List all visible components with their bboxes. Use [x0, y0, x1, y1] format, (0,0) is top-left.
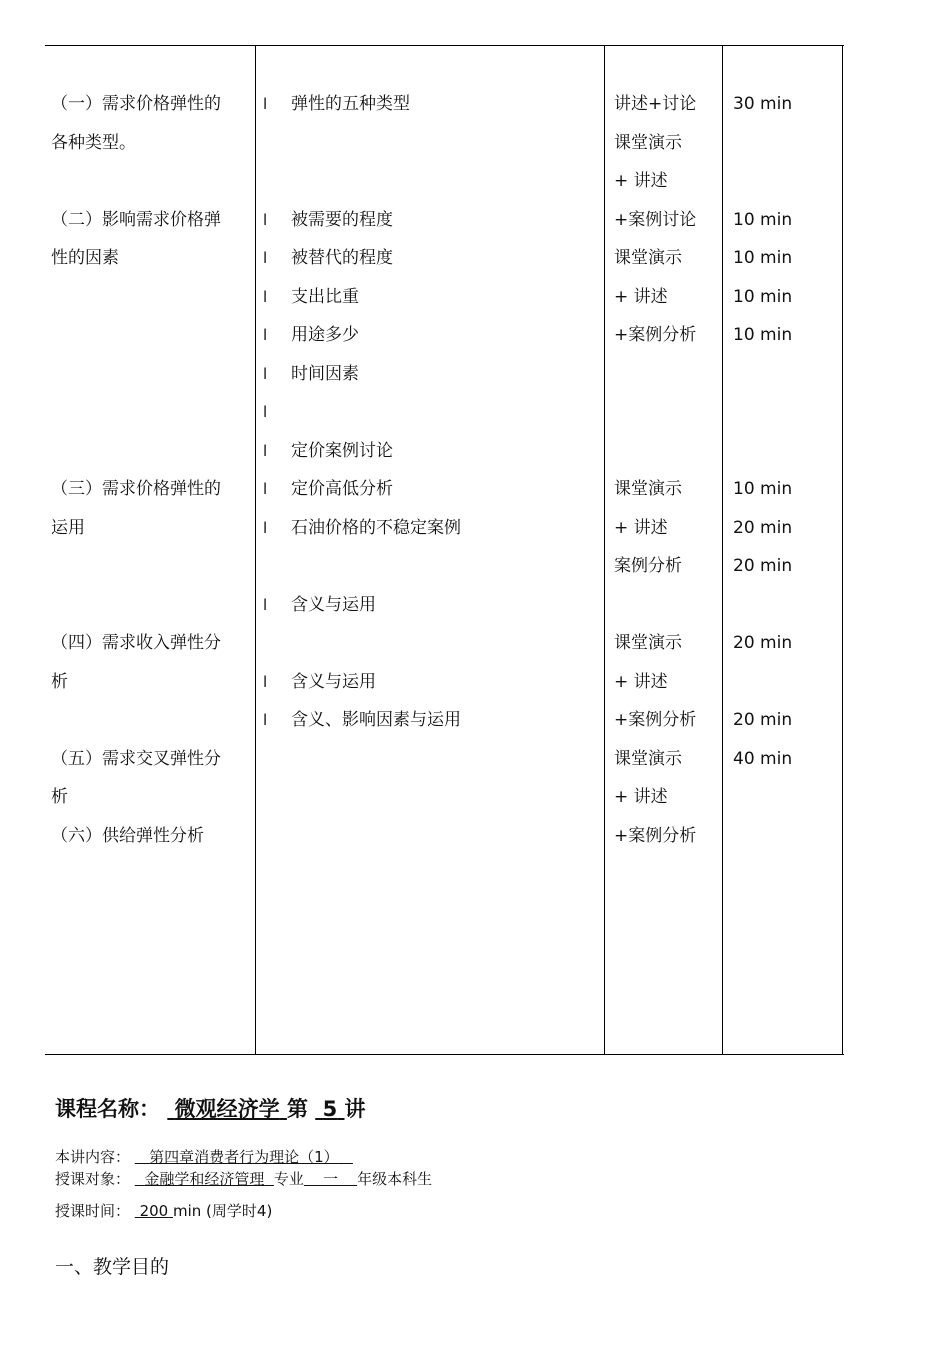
duration-line — [733, 663, 792, 702]
lecture-suffix: 讲 — [344, 1097, 366, 1121]
point-row — [263, 663, 461, 702]
duration-line: 20 min — [733, 710, 793, 730]
method-line — [614, 355, 696, 394]
duration-line — [733, 124, 792, 163]
duration-line — [733, 162, 792, 201]
column-divider — [722, 46, 723, 1054]
syllabus-table — [45, 45, 844, 1055]
method-line — [614, 393, 696, 432]
method-line: 课堂演示 — [614, 633, 682, 653]
time-unit: min (周学时4) — [173, 1202, 273, 1220]
points-column — [263, 85, 461, 740]
bullet-icon: l — [263, 364, 268, 383]
point-row — [263, 239, 461, 278]
bullet-icon: l — [263, 595, 268, 614]
point-row — [263, 162, 461, 201]
method-line: +案例分析 — [614, 825, 697, 846]
audience-year-suffix: 年级本科生 — [357, 1170, 433, 1188]
point-text: 支出比重 — [291, 286, 359, 307]
topic-line — [51, 547, 221, 586]
method-line: 课堂演示 — [614, 132, 682, 153]
topic-line: 析 — [51, 671, 68, 692]
topic-line: （六）供给弹性分析 — [51, 825, 204, 846]
duration-line: 30 min — [733, 94, 793, 114]
method-line: +案例分析 — [614, 710, 697, 730]
point-text: 弹性的五种类型 — [291, 94, 410, 114]
topic-line: 运用 — [51, 517, 85, 538]
point-text: 定价高低分析 — [291, 479, 393, 499]
point-row — [263, 393, 461, 432]
point-text: 含义与运用 — [291, 594, 376, 615]
point-row — [263, 355, 461, 394]
bullet-icon: l — [263, 287, 268, 306]
duration-line — [733, 393, 792, 432]
duration-line: 10 min — [733, 248, 793, 268]
topic-line — [51, 316, 221, 355]
duration-line: 20 min — [733, 633, 793, 653]
point-row — [263, 509, 461, 548]
method-line: 课堂演示 — [614, 248, 682, 268]
topic-line: （三）需求价格弹性的 — [51, 479, 221, 499]
method-line: + 讲述 — [614, 671, 668, 692]
bullet-icon: l — [263, 480, 268, 498]
methods-column — [614, 85, 696, 855]
time-value-underlined — [135, 1202, 173, 1220]
lecture-number-underlined — [315, 1097, 344, 1121]
point-row — [263, 624, 461, 663]
topic-line — [51, 162, 221, 201]
topic-line: （五）需求交叉弹性分 — [51, 748, 221, 769]
audience-major: 金融学和经济管理 — [144, 1170, 265, 1188]
topic-line: （四）需求收入弹性分 — [51, 633, 221, 653]
audience-label: 授课对象： — [55, 1170, 131, 1188]
point-row — [263, 124, 461, 163]
duration-line: 20 min — [733, 556, 793, 576]
point-row — [263, 316, 461, 355]
method-line: + 讲述 — [614, 171, 668, 191]
time-label: 授课时间： — [55, 1202, 131, 1220]
time-line — [55, 1200, 272, 1222]
method-line: +案例分析 — [614, 325, 697, 345]
method-line: + 讲述 — [614, 787, 668, 807]
audience-year: 一 — [323, 1170, 339, 1188]
topic-line: （一）需求价格弹性的 — [51, 94, 221, 114]
point-row — [263, 85, 461, 124]
bullet-icon: l — [263, 441, 268, 460]
bullet-icon: l — [263, 95, 268, 113]
topic-line — [51, 278, 221, 317]
course-name: 微观经济学 — [174, 1097, 280, 1121]
point-row — [263, 701, 461, 740]
duration-line: 20 min — [733, 517, 793, 538]
topic-line — [51, 586, 221, 625]
bullet-icon: l — [263, 672, 268, 691]
duration-line: 10 min — [733, 479, 793, 499]
course-name-underlined — [167, 1097, 287, 1121]
duration-line — [733, 432, 792, 471]
method-line: + 讲述 — [614, 517, 668, 538]
content-label: 本讲内容： — [55, 1148, 131, 1166]
column-divider — [604, 46, 605, 1054]
topic-line — [51, 355, 221, 394]
method-line: + 讲述 — [614, 286, 668, 307]
audience-year-underlined — [304, 1170, 357, 1188]
point-row — [263, 201, 461, 240]
duration-line — [733, 586, 792, 625]
course-title — [55, 1093, 366, 1123]
point-row — [263, 278, 461, 317]
topic-line: 性的因素 — [51, 248, 119, 268]
point-text: 含义与运用 — [291, 671, 376, 692]
lecture-number: 5 — [322, 1097, 338, 1121]
point-text: 石油价格的不稳定案例 — [291, 517, 461, 538]
duration-line: 10 min — [733, 209, 793, 230]
topic-line: （二）影响需求价格弹 — [51, 209, 221, 230]
section-heading: 一、教学目的 — [55, 1256, 170, 1278]
bullet-icon: l — [263, 249, 268, 267]
topic-line — [51, 432, 221, 471]
point-text: 被替代的程度 — [291, 248, 393, 268]
bullet-icon: l — [263, 711, 268, 729]
durations-column — [733, 85, 792, 778]
content-value-underlined — [135, 1148, 353, 1166]
topic-line: 各种类型。 — [51, 132, 136, 153]
point-text: 时间因素 — [291, 363, 359, 384]
method-line: 案例分析 — [614, 556, 682, 576]
method-line: +案例讨论 — [614, 209, 697, 230]
duration-line — [733, 355, 792, 394]
method-line: 课堂演示 — [614, 748, 682, 769]
lecture-content-line — [55, 1146, 353, 1168]
column-divider — [255, 46, 256, 1054]
point-row — [263, 586, 461, 625]
point-row — [263, 470, 461, 509]
audience-line — [55, 1168, 432, 1190]
time-value: 200 — [139, 1202, 169, 1220]
point-text: 定价案例讨论 — [291, 440, 393, 461]
bullet-icon: l — [263, 403, 268, 421]
duration-line: 10 min — [733, 286, 793, 307]
point-text: 含义、影响因素与运用 — [291, 710, 461, 730]
lecture-prefix: 第 — [286, 1097, 308, 1121]
bullet-icon: l — [263, 326, 268, 344]
course-label: 课程名称： — [55, 1097, 160, 1121]
bullet-icon: l — [263, 518, 268, 537]
column-divider — [842, 46, 843, 1054]
method-line — [614, 586, 696, 625]
point-text: 用途多少 — [291, 325, 359, 345]
point-text: 被需要的程度 — [291, 209, 393, 230]
topic-line — [51, 701, 221, 740]
method-line: 讲述+讨论 — [614, 94, 697, 114]
content-value: 第四章消费者行为理论（1） — [149, 1148, 339, 1166]
bullet-icon: l — [263, 210, 268, 229]
method-line: 课堂演示 — [614, 479, 682, 499]
point-row — [263, 432, 461, 471]
topic-line: 析 — [51, 787, 68, 807]
topics-column — [51, 85, 221, 855]
point-row — [263, 547, 461, 586]
duration-line: 40 min — [733, 748, 793, 769]
duration-line: 10 min — [733, 325, 793, 345]
topic-line — [51, 393, 221, 432]
audience-major-suffix: 专业 — [273, 1170, 304, 1188]
method-line — [614, 432, 696, 471]
audience-major-underlined — [135, 1170, 274, 1188]
